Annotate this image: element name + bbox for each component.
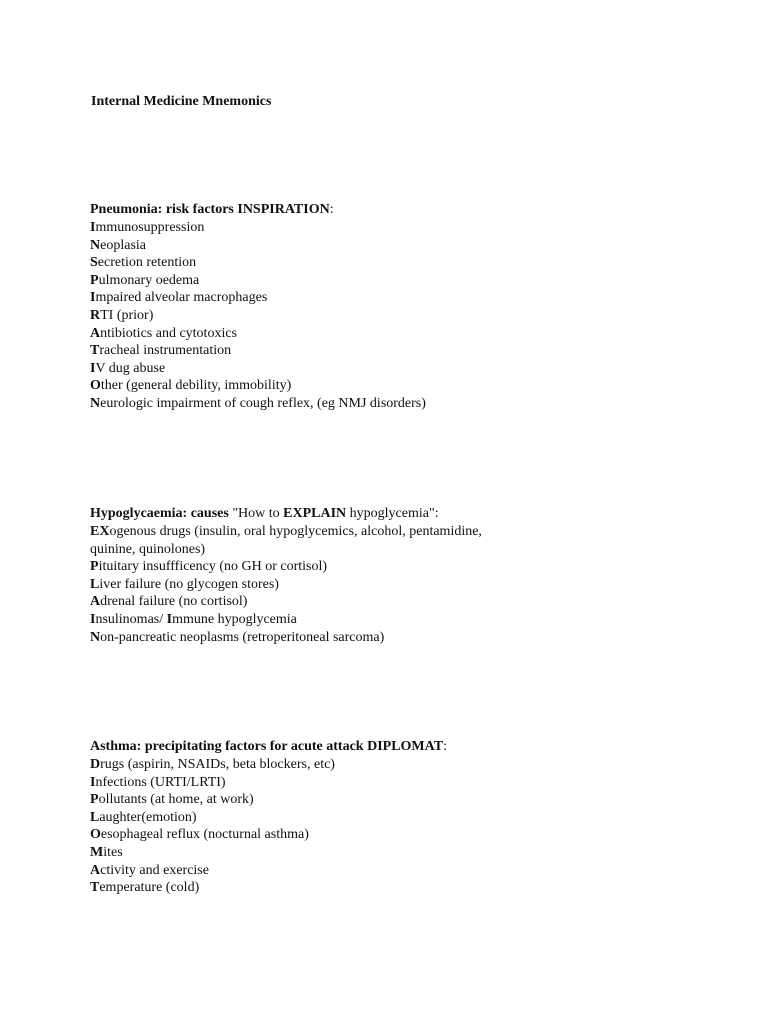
list-item [90, 611, 690, 629]
mnemonic-letter: O [90, 378, 101, 394]
list-item [90, 360, 690, 378]
item-text: eurologic impairment of cough reflex, (eg NMJ disorders) [100, 395, 426, 411]
list-item [90, 809, 690, 827]
mnemonic-letter: D [90, 757, 101, 772]
item-text: ollutants (at home, at work) [98, 792, 254, 808]
item-text: ecretion retention [97, 255, 197, 271]
mnemonic-letter: P [90, 559, 99, 575]
mnemonic-letter: I [90, 290, 96, 306]
item-text: ulmonary oedema [98, 272, 200, 288]
item-text: mpaired alveolar macrophages [95, 290, 268, 306]
heading-text: : [443, 739, 447, 754]
mnemonic-letter: L [90, 809, 100, 825]
section-heading [90, 738, 690, 756]
item-text: mmune hypoglycemia [172, 611, 297, 627]
list-item [90, 377, 690, 395]
item-text: TI (prior) [100, 307, 154, 323]
mnemonic-letter: EX [90, 524, 110, 539]
list-item [90, 844, 690, 862]
item-text: ituitary insuffficency (no GH or cortisol) [98, 559, 328, 575]
list-item [90, 325, 690, 343]
mnemonic-letter: A [90, 325, 101, 341]
heading-bold-text: EXPLAIN [283, 506, 347, 521]
list-item [90, 395, 690, 413]
list-item [90, 576, 690, 594]
item-text: ogenous drugs (insulin, oral hypoglycemics, alcohol, pentamidine, quinine, quinolones) [90, 524, 482, 557]
section-asthma [90, 738, 690, 897]
mnemonic-letter: T [90, 880, 100, 896]
list-item [90, 523, 530, 558]
item-text: on-pancreatic neoplasms (retroperitoneal sarcoma) [100, 629, 385, 645]
mnemonic-letter: A [90, 594, 101, 610]
item-text: ites [103, 844, 123, 860]
list-item [90, 862, 690, 880]
list-item [90, 342, 690, 360]
mnemonic-list [90, 523, 690, 646]
mnemonic-letter: T [90, 343, 100, 359]
list-item [90, 826, 690, 844]
mnemonic-letter: I [90, 611, 96, 627]
item-text: nfections (URTI/LRTI) [95, 774, 226, 790]
mnemonic-letter: I [90, 774, 96, 790]
mnemonic-letter: P [90, 272, 99, 288]
mnemonic-letter: N [90, 395, 101, 411]
list-item [90, 289, 690, 307]
list-item [90, 558, 690, 576]
item-text: ctivity and exercise [100, 862, 209, 878]
mnemonic-letter: O [90, 827, 101, 843]
item-text: emperature (cold) [99, 880, 200, 896]
list-item [90, 791, 690, 809]
list-item [90, 254, 690, 272]
list-item [90, 629, 690, 647]
mnemonic-letter: R [90, 307, 101, 323]
section-heading [90, 505, 690, 523]
item-text: V dug abuse [95, 360, 166, 376]
heading-text: "How to [228, 506, 284, 521]
mnemonic-letter: N [90, 237, 101, 253]
heading-bold-text: Pneumonia: risk factors INSPIRATION [90, 202, 330, 217]
mnemonic-letter: I [166, 611, 173, 627]
mnemonic-letter: I [90, 220, 96, 235]
mnemonic-list [90, 219, 690, 413]
mnemonic-list [90, 756, 690, 897]
mnemonic-letter: L [90, 576, 100, 592]
list-item [90, 307, 690, 325]
item-text: eoplasia [100, 237, 146, 253]
heading-bold-text: Hypoglycaemia: causes [90, 506, 229, 521]
mnemonic-letter: A [90, 862, 101, 878]
heading-bold-text: Asthma: precipitating factors for acute attack DIPLOMAT [90, 739, 444, 754]
list-item [90, 879, 690, 897]
item-text: ntibiotics and cytotoxics [100, 325, 237, 341]
item-text: rugs (aspirin, NSAIDs, beta blockers, etc) [100, 757, 335, 772]
mnemonic-letter: S [90, 255, 98, 271]
section-hypoglycaemia [90, 505, 690, 646]
mnemonic-letter: P [90, 792, 99, 808]
heading-text: : [329, 202, 334, 217]
document-title: Internal Medicine Mnemonics [91, 94, 272, 109]
item-text: racheal instrumentation [99, 343, 232, 359]
item-text: nsulinomas/ [95, 611, 167, 627]
mnemonic-letter: I [90, 360, 96, 376]
list-item [90, 593, 690, 611]
list-item [90, 219, 690, 237]
item-text: iver failure (no glycogen stores) [99, 576, 279, 592]
section-pneumonia [90, 201, 690, 413]
list-item [90, 237, 690, 255]
section-heading [90, 201, 690, 219]
mnemonic-letter: M [90, 844, 104, 860]
item-text: esophageal reflux (nocturnal asthma) [100, 827, 309, 843]
item-text: drenal failure (no cortisol) [100, 594, 248, 610]
list-item [90, 774, 690, 792]
list-item [90, 756, 690, 774]
list-item [90, 272, 690, 290]
item-text: mmunosuppression [95, 220, 205, 235]
item-text: aughter(emotion) [99, 809, 197, 825]
item-text: ther (general debility, immobility) [100, 378, 292, 394]
heading-text: hypoglycemia": [346, 506, 439, 521]
mnemonic-letter: N [90, 629, 101, 645]
